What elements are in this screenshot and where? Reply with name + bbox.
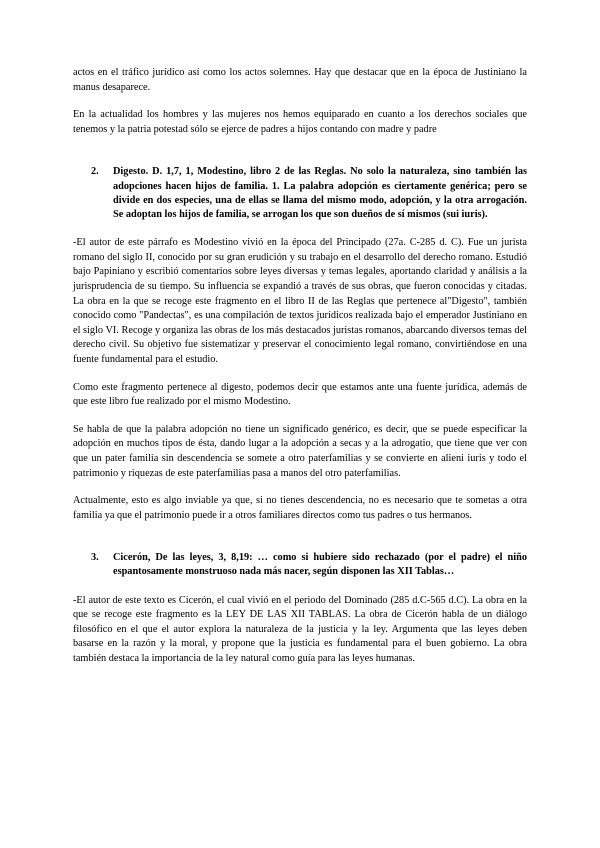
list-number-2: 2. (91, 166, 99, 178)
paragraph-ciceron: -El autor de este texto es Cicerón, el cual vivió en el periodo del Dominado (285 d.C-565 d.C). La obra en la que se recoge este fragmento es la LEY DE LAS XII TABLAS. La obra de Cicerón habla de un diálogo filosófico en el que el autor explora la naturaleza de la justicia y la ley. Argumenta que las leyes deben basarse en la razón y la moral, y propone que la justicia es fundamental para el buen gobierno. La obra también destaca la importancia de la ley natural como guía para las leyes humanas. (73, 594, 527, 665)
list-item-3 (73, 551, 527, 579)
paragraph-actualidad: En la actualidad los hombres y las mujeres nos hemos equiparado en cuanto a los derechos sociales que tenemos y la patria potestad sólo se ejerce de padres a hijos contando con madre y padre (73, 109, 527, 135)
document-page (73, 66, 527, 667)
list-number-3: 3. (91, 552, 99, 564)
heading-ciceron: Cicerón, De las leyes, 3, 8,19: … como si hubiere sido rechazado (por el padre) el niño espantosamente monstruoso nada más nacer, según disponen las XII Tablas… (113, 552, 527, 578)
paragraph-adopcion: Se habla de que la palabra adopción no tiene un significado genérico, es decir, que se puede especificar la adopción en muchos tipos de ésta, dando lugar a la adopción a secas y a la adrogatio, que tiene que ver con que un pater familia sin descendencia se somete a otro paterfamilias y se convierte en alieni iuris y todo el patrimonio y riquezas de este paterfamilias pasa a manos del otro paterfamilias. (73, 423, 527, 479)
paragraph-fuente-juridica: Como este fragmento pertenece al digesto, podemos decir que estamos ante una fuente jurídica, además de que este libro fue realizado por el mismo Modestino. (73, 381, 527, 408)
paragraph-manus: actos en el tráfico jurídico así como los actos solemnes. Hay que destacar que en la época de Justiniano la manus desaparece. (73, 67, 527, 93)
heading-digesto: Digesto. D. 1,7, 1, Modestino, libro 2 de las Reglas. No solo la naturaleza, sino también las adopciones hacen hijos de familia. 1. La palabra adopción es ciertamente genérica; pero se divide en dos especies, una de ellas se llama del mismo modo, adopción, y la otra arrogación. Se adoptan los hijos de familia, se arrogan los que son dueños de sí mismos (sui iuris). (113, 166, 527, 220)
paragraph-modestino: -El autor de este párrafo es Modestino vivió en la época del Principado (27a. C-285 d. C). Fue un jurista romano del siglo II, conocido por su gran erudición y su trabajo en el desarrollo del derecho romano. Estudió bajo Papiniano y escribió comentarios sobre leyes diversas y temas legales, aportando claridad y análisis a la jurisprudencia de su tiempo. Su influencia se expandió a través de sus obras, que fueron conocidas y citadas. La obra en la que se recoge este fragmento en el libro II de las Reglas que pertenece al"Digesto", también conocido como "Pandectas", es una compilación de textos jurídicos realizada bajo el emperador Justiniano en el siglo VI. Recoge y organiza las obras de los más destacados juristas romanos, abarcando diversos temas del derecho civil. Su objetivo fue sistematizar y preservar el conocimiento legal romano, convirtiéndose en una fuente fundamental para el estudio. (73, 237, 527, 365)
paragraph-actualmente: Actualmente, esto es algo inviable ya que, si no tienes descendencia, no es necesario que te sometas a otra familia ya que el patrimonio puede ir a otros familiares directos como tus padres o tus hermanos. (73, 495, 527, 521)
list-item-2 (73, 165, 527, 222)
